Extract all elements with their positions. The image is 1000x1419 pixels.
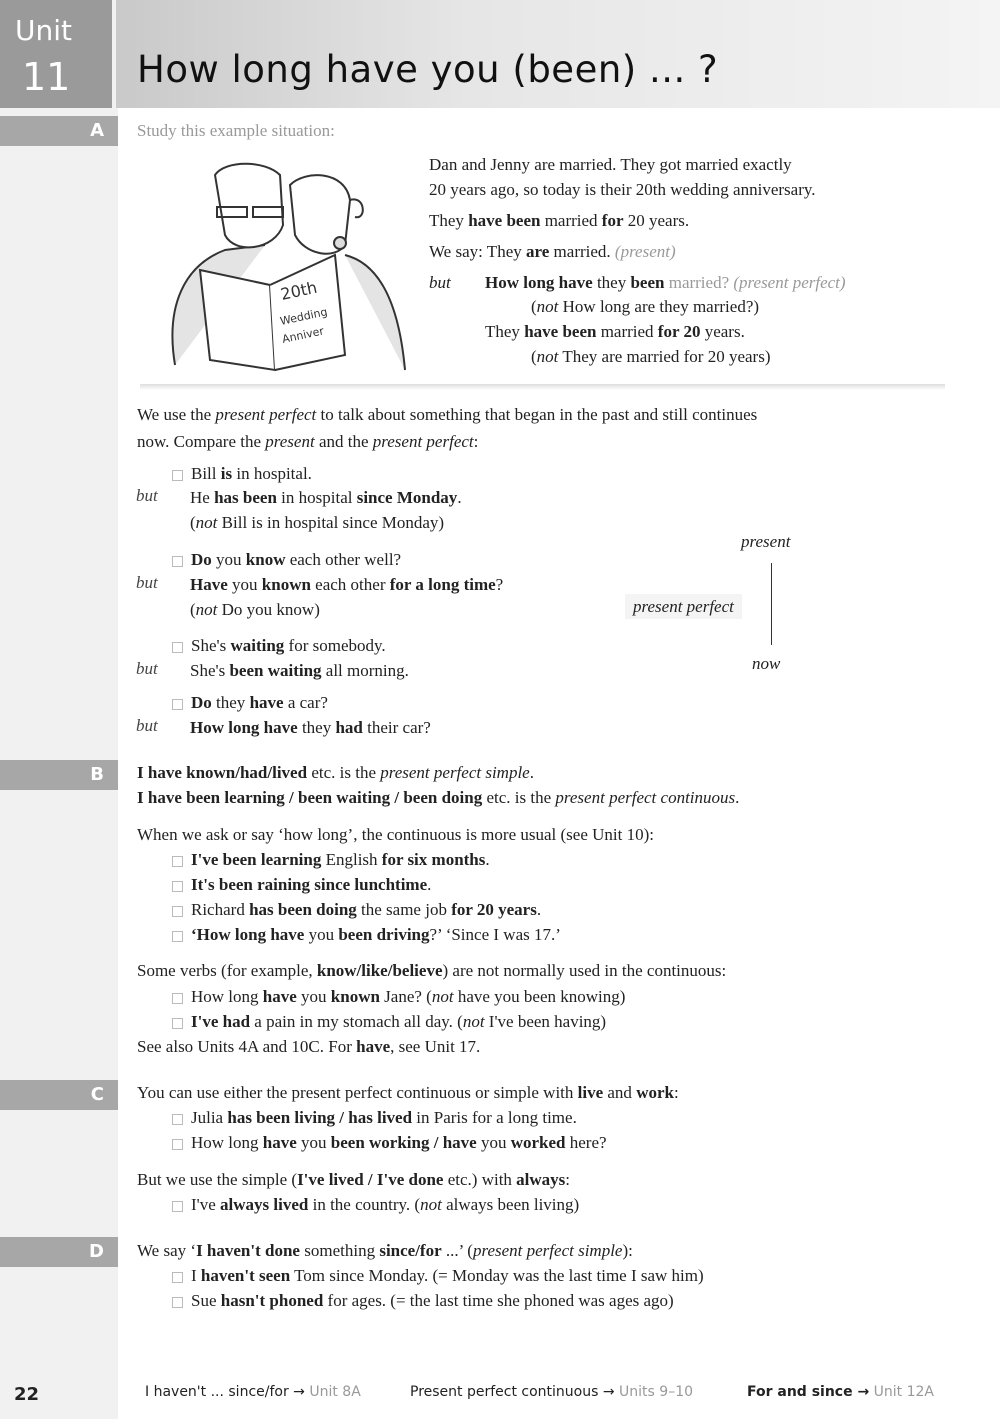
b-example-3: Richard has been doing the same job for 20 years.	[172, 897, 541, 922]
explanation-para-1: We use the present perfect to talk about something that began in the past and still continues	[137, 405, 758, 424]
unit-badge	[0, 0, 112, 108]
example-line-7: They have been married for 20 years.	[485, 322, 745, 341]
example-line-5: but How long have they been married? (present perfect)	[429, 273, 846, 292]
card-lettering: 20th	[278, 277, 319, 304]
example-line-8: (not They are married for 20 years)	[531, 347, 771, 366]
example-how-long-had: How long have they had their car?	[190, 718, 431, 737]
diagram-label-present: present	[741, 532, 791, 551]
footer-ref-2[interactable]: Present perfect continuous → Units 9–10	[410, 1384, 694, 1400]
svg-text:Wedding: Wedding	[278, 305, 329, 328]
example-do-you-know: Do you know each other well?	[172, 547, 401, 572]
unit-word: Unit	[15, 14, 72, 47]
but-label: but	[136, 573, 158, 592]
b-line-1: I have known/had/lived etc. is the present perfect simple.	[137, 763, 534, 782]
c-line-1: You can use either the present perfect continuous or simple with live and work:	[137, 1083, 679, 1102]
b-example-5: How long have you known Jane? (not have you been knowing)	[172, 984, 625, 1009]
example-shes-waiting: She's waiting for somebody.	[172, 633, 386, 658]
c-line-2: But we use the simple (I've lived / I've done etc.) with always:	[137, 1170, 571, 1189]
footer-ref-1[interactable]: I haven't ... since/for → Unit 8A	[145, 1384, 361, 1400]
section-tab-d: D	[0, 1237, 118, 1267]
left-margin-column	[0, 0, 118, 1419]
section-tab-c: C	[0, 1080, 118, 1110]
example-he: He has been in hospital since Monday.	[190, 488, 462, 507]
svg-text:Anniver: Anniver	[280, 324, 326, 346]
b-line-2: I have been learning / been waiting / been doing etc. is the present perfect continuous.	[137, 788, 740, 807]
diagram-label-present-perfect: present perfect	[625, 594, 742, 619]
b-example-6: I've had a pain in my stomach all day. (not I've been having)	[172, 1009, 606, 1034]
diagram-label-now: now	[752, 654, 781, 673]
example-box-shadow	[140, 384, 945, 390]
unit-number: 11	[22, 55, 71, 99]
example-shes-been-waiting: She's been waiting all morning.	[190, 661, 409, 680]
c-example-2: How long have you been working / have you worked here?	[172, 1130, 607, 1155]
example-not-bill: (not Bill is in hospital since Monday)	[190, 513, 445, 532]
story-line-1: Dan and Jenny are married. They got married exactly	[429, 155, 792, 174]
d-example-1: I haven't seen Tom since Monday. (= Monday was the last time I saw him)	[172, 1263, 704, 1288]
c-example-1: Julia has been living / has lived in Paris for a long time.	[172, 1105, 577, 1130]
footer-ref-3[interactable]: For and since → Unit 12A	[747, 1384, 934, 1400]
timeline-line	[771, 563, 772, 645]
page-title: How long have you (been) ... ?	[137, 48, 719, 91]
example-do-they-have: Do they have a car?	[172, 690, 328, 715]
example-line-3: They have been married for 20 years.	[429, 211, 690, 230]
example-have-you-known: Have you known each other for a long time?	[190, 575, 504, 594]
b-example-1: I've been learning English for six months.	[172, 847, 490, 872]
section-tab-b: B	[0, 760, 118, 790]
b-line-4: Some verbs (for example, know/like/believe) are not normally used in the continuous:	[137, 961, 727, 980]
intro-text: Study this example situation:	[137, 121, 335, 140]
but-label: but	[136, 486, 158, 505]
example-line-4: We say: They are married. (present)	[429, 242, 676, 261]
page-number: 22	[14, 1384, 40, 1405]
section-tab-a: A	[0, 116, 118, 146]
couple-reading-card-illustration	[155, 155, 415, 375]
b-line-5: See also Units 4A and 10C. For have, see Unit 17.	[137, 1037, 481, 1056]
but-label: but	[136, 659, 158, 678]
but-label: but	[136, 716, 158, 735]
b-example-2: It's been raining since lunchtime.	[172, 872, 431, 897]
example-line-6: (not How long are they married?)	[531, 297, 760, 316]
example-not-do-you-know: (not Do you know)	[190, 600, 320, 619]
d-line-1: We say ‘I haven't done something since/for ...’ (present perfect simple):	[137, 1241, 633, 1260]
c-example-3: I've always lived in the country. (not always been living)	[172, 1192, 579, 1217]
explanation-para-2: now. Compare the present and the present perfect:	[137, 432, 479, 451]
b-line-3: When we ask or say ‘how long’, the continuous is more usual (see Unit 10):	[137, 825, 654, 844]
b-example-4: ‘How long have you been driving?’ ‘Since I was 17.’	[172, 922, 561, 947]
story-line-2: 20 years ago, so today is their 20th wedding anniversary.	[429, 180, 816, 199]
d-example-2: Sue hasn't phoned for ages. (= the last time she phoned was ages ago)	[172, 1288, 674, 1313]
example-bill: Bill is in hospital.	[172, 461, 312, 486]
